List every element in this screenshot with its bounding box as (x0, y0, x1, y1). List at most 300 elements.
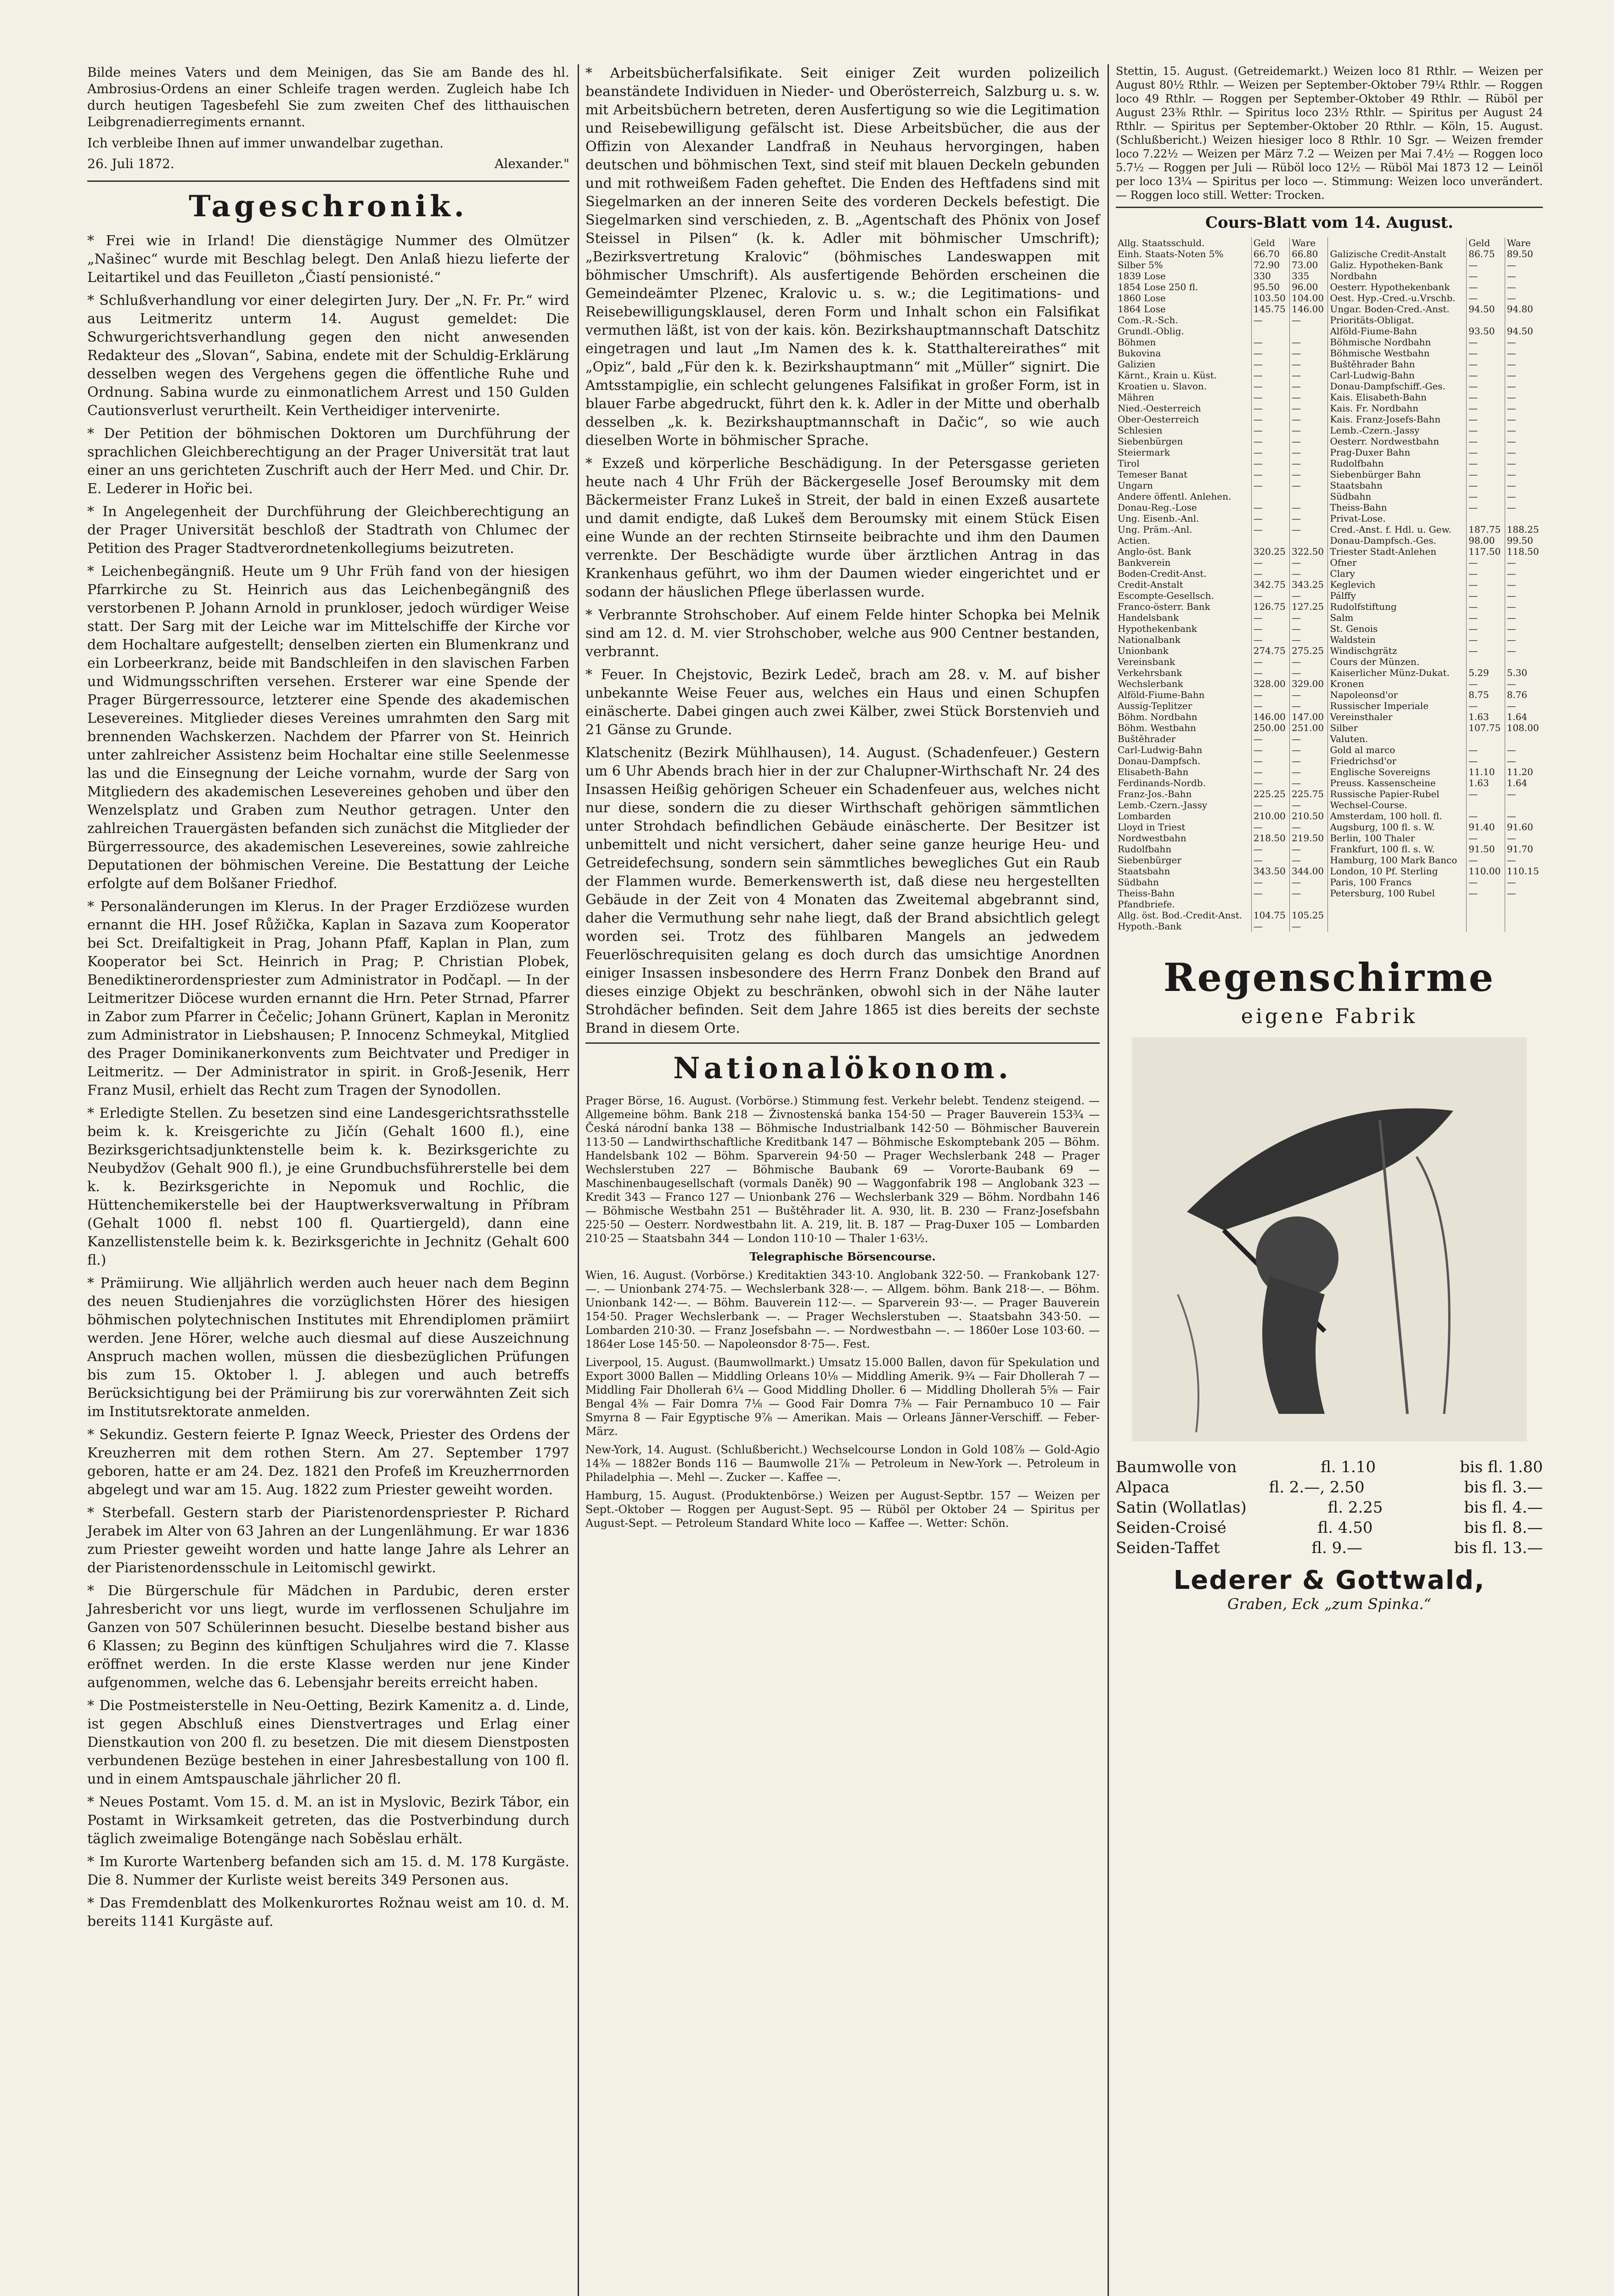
rates-cell: Franz-Jos.-Bahn (1118, 788, 1192, 799)
rates-cell: Steiermark (1118, 447, 1170, 458)
rates-cell: 96.00 (1290, 281, 1328, 293)
rates-cell: — (1251, 315, 1289, 326)
rates-cell: 108.00 (1505, 722, 1543, 733)
price-list (1116, 1457, 1543, 1558)
firm-name: Lederer & Gottwald, (1173, 1565, 1485, 1595)
news-item: * Frei wie in Irland! Die dienstägige Nummer des Olmützer „Našinec“ wurde mit Beschlag belegt. Den Anlaß hiezu lieferte der Leitartikel und das Feuilleton „Čiastí pensionisté.“ (87, 233, 569, 286)
rates-cell: Wechslerbank (1118, 678, 1183, 689)
rates-cell: 98.00 (1467, 535, 1505, 546)
rates-cell: — (1467, 810, 1505, 822)
rates-cell: — (1251, 656, 1289, 667)
rates-cell: — (1505, 568, 1543, 579)
rates-cell: 73.00 (1290, 259, 1328, 270)
rates-row (1116, 866, 1543, 877)
rates-cell: — (1505, 403, 1543, 414)
rates-row (1116, 755, 1543, 766)
rates-cell: — (1505, 392, 1543, 403)
rates-cell: — (1505, 458, 1543, 469)
rates-cell: — (1467, 381, 1505, 392)
rates-cell: Napoleonsd'or (1328, 689, 1467, 700)
rates-cell: — (1251, 623, 1289, 634)
umbrella-advertisement (1116, 955, 1543, 1613)
rates-cell (1505, 315, 1543, 326)
rates-cell: — (1505, 348, 1543, 359)
news-item: * Der Petition der böhmischen Doktoren um Durchführung der sprachlichen Gleichberechtigung an der Prager Universität trat laut einer an uns gerichteten Zuschrift auch der Herr Med. und Chir. Dr. E. Lederer in Hořic bei. (87, 426, 569, 497)
rates-cell: — (1467, 833, 1505, 844)
rates-cell: — (1251, 337, 1289, 348)
rates-header-cell: Geld (1251, 237, 1289, 248)
rates-cell: Preuss. Kassenscheine (1328, 777, 1467, 788)
rates-cell: 145.75 (1251, 304, 1289, 315)
rates-cell: — (1290, 568, 1328, 579)
rates-cell: — (1251, 557, 1289, 568)
rates-cell: Nationalbank (1118, 634, 1181, 645)
rates-cell: — (1290, 447, 1328, 458)
rates-cell: — (1505, 634, 1543, 645)
rates-cell: — (1467, 414, 1505, 425)
rates-cell: 94.80 (1505, 304, 1543, 315)
rates-cell: — (1505, 502, 1543, 513)
rates-cell: Gold al marco (1328, 744, 1467, 755)
rates-cell: Credit-Anstalt (1118, 579, 1183, 590)
rates-cell (1467, 899, 1505, 910)
rates-cell: Windischgrätz (1328, 645, 1467, 656)
price-row: Alpaca fl. 2.—, 2.50 bis fl. 3.— (1116, 1478, 1543, 1497)
rates-cell: — (1505, 833, 1543, 844)
rates-cell: — (1290, 513, 1328, 524)
rates-cell: Andere öffentl. Anlehen. (1118, 491, 1232, 502)
rates-cell: — (1290, 755, 1328, 766)
intro-closing: Ich verbleibe Ihnen auf immer unwandelbar zugethan. (87, 135, 444, 151)
market-report: Wien, 16. August. (Vorbörse.) Kreditaktien 343·10. Anglobank 322·50. — Frankobank 127·—. — Unionbank 274·75. — Wechslerbank 328·—. — Allgem. böhm. Bank 218·—. — Böhm. Unionbank 142·—. — Böhm. Bauverein 112·—. — Sparverein 93·—. — Prager Bauverein 154·50. Prager Wechslerbank —. — Prager Wechslerstuben —. Staatsbahn 343·50. — Lombarden 210·30. — Franz Josefsbahn —. — Nordwestbahn —. — 1860er Lose 103·60. — 1864er Lose 145·50. — Napoleonsdor 8·75—. Fest. (585, 1269, 1100, 1351)
rates-cell: Paris, 100 Francs (1328, 877, 1467, 888)
rates-cell: 5.30 (1505, 667, 1543, 678)
price-row: Satin (Wollatlas) fl. 2.25 bis fl. 4.— (1116, 1498, 1543, 1517)
rates-cell: 342.75 (1251, 579, 1289, 590)
market-report: Hamburg, 15. August. (Produktenbörse.) Weizen per August-Septbr. 157 — Weizen per Sept.-Oktober — Roggen per August-Sept. 95 — Rüböl per Oktober 24 — Spiritus per August-Sept. — Petroleum Standard White loco — Kaffee —. Wetter: Schön. (585, 1489, 1100, 1530)
rates-row (1116, 623, 1543, 634)
rates-cell: Lemb.-Czern.-Jassy (1328, 425, 1467, 436)
rates-cell: Tirol (1118, 458, 1140, 469)
rates-cell: — (1467, 755, 1505, 766)
rates-cell: 1854 Lose 250 fl. (1118, 281, 1198, 293)
news-item: * Die Bürgerschule für Mädchen in Pardubic, deren erster Jahresbericht vor uns liegt, wurde im verflossenen Schuljahre im Ganzen von 507 Schülerinnen besucht. Dieselbe bestand bisher aus 6 Klassen; zu Beginn des künftigen Schuljahres wird die 7. Klasse eröffnet werden. In die erste Klasse werden nur jene Kinder aufgenommen, welche das 6. Lebensjahr bereits erreicht haben. (87, 1583, 569, 1691)
rates-row (1116, 425, 1543, 436)
rates-cell: Buštěhrader (1118, 733, 1176, 744)
rates-cell: Rudolfbahn (1328, 458, 1467, 469)
rates-row (1116, 855, 1543, 866)
rates-cell: 225.25 (1251, 788, 1289, 799)
rates-cell: Oest. Hyp.-Cred.-u.Vrschb. (1328, 293, 1467, 304)
rates-cell: — (1290, 425, 1328, 436)
news-item: * Das Fremdenblatt des Molkenkurortes Rožnau weist am 10. d. M. bereits 1141 Kurgäste auf. (87, 1895, 569, 1930)
rates-header-row (1116, 237, 1543, 248)
rates-cell: — (1251, 777, 1289, 788)
rates-cell: Cours der Münzen. (1328, 656, 1467, 667)
rates-cell: — (1467, 568, 1505, 579)
price-row: Seiden-Taffet fl. 9.— bis fl. 13.— (1116, 1539, 1543, 1557)
rates-cell: — (1290, 888, 1328, 899)
rates-cell: Wechsel-Course. (1328, 799, 1467, 810)
rates-cell: — (1290, 315, 1328, 326)
firm-address: Graben, Eck „zum Spinka.“ (1227, 1595, 1431, 1613)
market-report: Liverpool, 15. August. (Baumwollmarkt.) Umsatz 15.000 Ballen, davon für Spekulation und Export 3000 Ballen — Middling Orleans 10⅛ — Middling Amerik. 9¾ — Fair Dhollerah 7 — Middling Fair Dhollerah 6¼ — Good Middling Dholler. 6 — Middling Dhollerah 5⅝ — Fair Bengal 4⅜ — Fair Domra 7⅛ — Good Fair Domra 7⅜ — Fair Pernambuco 10 — Fair Smyrna 8 — Fair Egyptische 9⅞ — Amerikan. Mais — Orleans Jänner-Verschiff. — Feber-März. (585, 1356, 1100, 1438)
rates-cell: Triester Stadt-Anlehen (1328, 546, 1467, 557)
rates-cell: 118.50 (1505, 546, 1543, 557)
rates-cell: Friedrichsd'or (1328, 755, 1467, 766)
rates-cell: Petersburg, 100 Rubel (1328, 888, 1467, 899)
rates-row (1116, 557, 1543, 568)
rates-cell (1467, 799, 1505, 810)
rates-cell: — (1251, 568, 1289, 579)
news-item: * Neues Postamt. Vom 15. d. M. an ist in Myslovic, Bezirk Tábor, ein Postamt in Wirksamkeit getreten, das die Postverbindung durch täglich zweimalige Botengänge nach Soběslau erhält. (87, 1794, 569, 1847)
rates-cell: — (1467, 281, 1505, 293)
rates-cell: Ober-Oesterreich (1118, 414, 1199, 425)
rates-cell: Bukovina (1118, 348, 1161, 359)
rates-row (1116, 359, 1543, 370)
rates-cell: — (1251, 502, 1289, 513)
rates-cell: 117.50 (1467, 546, 1505, 557)
rates-cell: — (1251, 348, 1289, 359)
rates-cell: Buštěhrader Bahn (1328, 359, 1467, 370)
rates-cell: 1.64 (1505, 777, 1543, 788)
rates-cell: — (1251, 667, 1289, 678)
rates-cell: Siebenbürgen (1118, 436, 1183, 447)
rates-row (1116, 270, 1543, 281)
rates-cell: Russische Papier-Rubel (1328, 788, 1467, 799)
rates-cell: — (1505, 855, 1543, 866)
rates-cell: 110.15 (1505, 866, 1543, 877)
rates-cell: Englische Sovereigns (1328, 766, 1467, 777)
rates-cell: — (1505, 381, 1543, 392)
rates-row (1116, 822, 1543, 833)
rates-cell: Bankverein (1118, 557, 1171, 568)
rates-header-cell: Allg. Staatsschuld. (1118, 237, 1205, 248)
divider (585, 1042, 1100, 1044)
rates-cell: Kronen (1328, 678, 1467, 689)
rates-cell: Galizische Credit-Anstalt (1328, 248, 1467, 259)
rates-cell: — (1251, 370, 1289, 381)
rates-cell: 91.60 (1505, 822, 1543, 833)
rates-cell: — (1290, 667, 1328, 678)
rates-cell: — (1467, 579, 1505, 590)
rates-row (1116, 259, 1543, 270)
rates-cell: Cred.-Anst. f. Hdl. u. Gew. (1328, 524, 1467, 535)
rates-cell: — (1467, 590, 1505, 601)
rates-cell: 89.50 (1505, 248, 1543, 259)
rates-cell: — (1290, 877, 1328, 888)
rates-cell: St. Genois (1328, 623, 1467, 634)
rates-cell: — (1505, 788, 1543, 799)
rates-cell: — (1290, 822, 1328, 833)
rates-cell: Silber 5% (1118, 259, 1163, 270)
rates-cell: Südbahn (1328, 491, 1467, 502)
rates-cell: — (1467, 601, 1505, 612)
rates-cell: — (1290, 590, 1328, 601)
rates-cell (1505, 921, 1543, 932)
column-1 (87, 64, 569, 1936)
rates-cell: — (1505, 623, 1543, 634)
section-title-tageschronik: Tageschronik. (189, 189, 468, 224)
rates-cell: 1.63 (1467, 777, 1505, 788)
rates-cell: Berlin, 100 Thaler (1328, 833, 1467, 844)
rates-cell: — (1505, 270, 1543, 281)
rates-cell: Alföld-Fiume-Bahn (1328, 326, 1467, 337)
rates-cell: Prag-Duxer Bahn (1328, 447, 1467, 458)
news-item: * Personaländerungen im Klerus. In der Prager Erzdiözese wurden ernannt die HH. Josef Růžička, Kaplan in Sazava zum Kooperator bei Sct. Dreifaltigkeit in Prag, Johann Pfaff, Kaplan in Plan, zum Kooperator bei Sct. Heinrich in Prag; P. Christian Plobek, Benediktinerordenspriester zum Administrator in Podčapl. — In der Leitmeritzer Diöcese wurden ernannt die Hrn. Peter Strnad, Pfarrer in Zabor zum Pfarrer in Čečelic; Johann Grünert, Kaplan in Meronitz zum Administrator in Liebshausen; P. Innocenz Schmeykal, Mitglied des Prager Dominikanerkonvents zum Beichtvater und Prediger in Leitmeritz. — Der Administrator in spirit. in Groß-Jesenik, Herr Franz Musil, erhielt das Recht zum Tragen der Synodollen. (87, 899, 569, 1098)
rates-cell: — (1505, 579, 1543, 590)
rates-cell: Ofner (1328, 557, 1467, 568)
rates-cell: — (1251, 612, 1289, 623)
rates-cell: Prioritäts-Obligat. (1328, 315, 1467, 326)
rates-cell: 322.50 (1290, 546, 1328, 557)
rates-row (1116, 766, 1543, 777)
rates-cell: — (1251, 414, 1289, 425)
rates-cell: Kaiserlicher Münz-Dukat. (1328, 667, 1467, 678)
rates-cell: — (1505, 678, 1543, 689)
rates-row (1116, 733, 1543, 744)
rates-cell: Vereinsthaler (1328, 711, 1467, 722)
rates-cell: — (1467, 557, 1505, 568)
rates-row (1116, 777, 1543, 788)
rates-cell (1467, 656, 1505, 667)
rates-cell (1505, 656, 1543, 667)
rates-row (1116, 700, 1543, 711)
rates-cell: 72.90 (1251, 259, 1289, 270)
rates-cell: — (1467, 259, 1505, 270)
rates-cell: 91.50 (1467, 844, 1505, 855)
rates-cell: — (1251, 524, 1289, 535)
rates-cell: Grundl.-Oblig. (1118, 326, 1184, 337)
rates-cell: 91.70 (1505, 844, 1543, 855)
rates-cell: Theiss-Bahn (1328, 502, 1467, 513)
rates-cell: — (1467, 370, 1505, 381)
rates-cell: — (1505, 370, 1543, 381)
rates-cell: — (1251, 877, 1289, 888)
rates-cell: 329.00 (1290, 678, 1328, 689)
market-report: New-York, 14. August. (Schlußbericht.) Wechselcourse London in Gold 108⅞ — Gold-Agio 14⅜ — 1882er Bonds 116 — Baumwolle 21⅞ — Petroleum in New-York —. Petroleum in Philadelphia —. Mehl —. Zucker —. Kaffee —. (585, 1443, 1100, 1484)
rates-cell: — (1290, 436, 1328, 447)
market-subheading: Telegraphische Börsencourse. (749, 1250, 936, 1263)
rates-cell (1505, 513, 1543, 524)
rates-cell: 1864 Lose (1118, 304, 1166, 315)
rates-cell: 335 (1290, 270, 1328, 281)
rates-cell: Pfandbriefe. (1118, 899, 1175, 910)
rates-row (1116, 601, 1543, 612)
rates-cell: Siebenbürger (1118, 855, 1181, 866)
rates-cell: — (1467, 293, 1505, 304)
rates-header-cell: Ware (1505, 237, 1543, 248)
rates-cell: 330 (1251, 270, 1289, 281)
rates-cell: — (1290, 799, 1328, 810)
rates-cell: 91.40 (1467, 822, 1505, 833)
rates-cell: 219.50 (1290, 833, 1328, 844)
rates-cell: — (1251, 381, 1289, 392)
rates-header-cell: Geld (1467, 237, 1505, 248)
rates-cell: 66.80 (1290, 248, 1328, 259)
rates-cell: 344.00 (1290, 866, 1328, 877)
rates-cell: — (1467, 634, 1505, 645)
rates-cell (1251, 326, 1289, 337)
rates-row (1116, 381, 1543, 392)
rates-cell: 320.25 (1251, 546, 1289, 557)
rates-cell: — (1251, 855, 1289, 866)
rates-cell: 86.75 (1467, 248, 1505, 259)
market-report: Prager Börse, 16. August. (Vorbörse.) Stimmung fest. Verkehr belebt. Tendenz steigend. — Allgemeine böhm. Bank 218 — Živnostenská banka 154·50 — Prager Bauverein 153¾ — Česká národní banka 138 — Böhmische Industrialbank 142·50 — Böhmischer Bauverein 113·50 — Landwirthschaftliche Kreditbank 147 — Böhmische Eskomptebank 205 — Böhm. Handelsbank 102 — Böhm. Sparverein 94·50 — Prager Wechslerbank 248 — Prager Wechslerstuben 227 — Böhmische Baubank 69 — Vororte-Baubank 69 — Maschinenbaugesellschaft (vormals Daněk) 90 — Waggonfabrik 198 — Anglobank 323 — Kredit 343 — Franco 127 — Unionbank 276 — Wechslerbank 329 — Böhm. Nordbahn 146 — Böhmische Westbahn 251 — Buštěhrader lit. A. 930, lit. B. 230 — Franz-Josefsbahn 225·50 — Oesterr. Nordwestbahn lit. A. 219, lit. B. 187 — Prag-Duxer 105 — Lombarden 210·25 — Staatsbahn 344 — London 110·10 — Thaler 1·63½. (585, 1094, 1100, 1245)
news-item: * Sterbefall. Gestern starb der Piaristenordenspriester P. Richard Jerabek im Alter von 63 Jahren an der Lungenlähmung. Er war 1836 zum Priester geweiht worden und hatte lange Jahre als Lehrer an der Piaristenordensschule in Leitomischl gewirkt. (87, 1505, 569, 1576)
rates-cell: — (1251, 844, 1289, 855)
rates-cell: — (1251, 480, 1289, 491)
rates-cell: 343.50 (1251, 866, 1289, 877)
rates-cell (1290, 899, 1328, 910)
rates-row (1116, 612, 1543, 623)
rates-cell: 104.75 (1251, 910, 1289, 921)
rates-cell: 225.75 (1290, 788, 1328, 799)
news-item: Klatschenitz (Bezirk Mühlhausen), 14. August. (Schadenfeuer.) Gestern um 6 Uhr Abends brach hier in der zur Chalupner-Wirthschaft Nr. 24 des Insassen Heißig gehörigen Scheuer ein Schadenfeuer aus, welches nicht nur diese, sondern die zu dieser Wirthschaft gehörigen sämmtlichen unter Strohdach befindlichen Gebäude einäscherte. Der Besitzer ist unbemittelt und nicht versichert, daher seine ganze heurige Heu- und Getreidefechsung, sondern sein sämmtliches bewegliches Gut ein Raub der Flammen wurde. Bemerkenswerth ist, daß diese neu hergestellten Gebäude in der Zeit von 4 Monaten das Zweitemal abgebrannt sind, daher die Vermuthung sehr nahe liegt, daß der Brand absichtlich gelegt worden sei. Trotz des fühlbaren Mangels an jedwedem Feuerlöschrequisiten gelang es doch durch das umsichtige Anordnen einiger Insassen insbesondere des Herrn Franz Donbek den Brand auf dieses einzige Objekt zu beschränken, obwohl sich in der Nähe lauter Strohdächer befinden. Seit dem Jahre 1865 ist dies bereits der sechste Brand in diesem Orte. (585, 745, 1100, 1036)
rates-cell (1505, 910, 1543, 921)
rates-cell: 250.00 (1251, 722, 1289, 733)
rates-cell: Augsburg, 100 fl. s. W. (1328, 822, 1467, 833)
rates-cell: — (1505, 359, 1543, 370)
rates-cell: 146.00 (1290, 304, 1328, 315)
rates-cell: Keglevich (1328, 579, 1467, 590)
rates-cell: — (1290, 855, 1328, 866)
rates-cell: Hamburg, 100 Mark Banco (1328, 855, 1467, 866)
rates-row (1116, 304, 1543, 315)
rates-cell: — (1467, 623, 1505, 634)
rates-cell: Schlesien (1118, 425, 1163, 436)
rates-cell: — (1290, 777, 1328, 788)
rates-cell: — (1251, 888, 1289, 899)
rates-cell (1467, 513, 1505, 524)
ad-subtitle: eigene Fabrik (1241, 1005, 1418, 1028)
rates-cell: Kroatien u. Slavon. (1118, 381, 1207, 392)
column-rule (578, 64, 579, 2296)
signature-line (87, 156, 569, 171)
rates-row (1116, 348, 1543, 359)
rates-row (1116, 656, 1543, 667)
rates-row (1116, 888, 1543, 899)
price-row: Seiden-Croisé fl. 4.50 bis fl. 8.— (1116, 1519, 1543, 1537)
rates-cell: Galiz. Hypotheken-Bank (1328, 259, 1467, 270)
rates-cell: — (1290, 733, 1328, 744)
rates-cell: Carl-Ludwig-Bahn (1328, 370, 1467, 381)
rates-cell: — (1290, 414, 1328, 425)
rates-cell: — (1290, 458, 1328, 469)
rates-cell: Unionbank (1118, 645, 1169, 656)
rates-cell: Nordbahn (1328, 270, 1467, 281)
rates-cell: 11.20 (1505, 766, 1543, 777)
rates-cell: — (1505, 810, 1543, 822)
rates-cell: Nied.-Oesterreich (1118, 403, 1201, 414)
rates-cell: Böhmische Westbahn (1328, 348, 1467, 359)
rates-row (1116, 281, 1543, 293)
rates-row (1116, 513, 1543, 524)
rates-cell: — (1505, 447, 1543, 458)
rates-cell: — (1251, 513, 1289, 524)
news-item: * Erledigte Stellen. Zu besetzen sind eine Landesgerichtsrathsstelle beim k. k. Kreisgerichte zu Jičín (Gehalt 1600 fl.), eine Bezirksgerichtsadjunktenstelle beim k. k. Bezirksgerichte zu Neubydžov (Gehalt 900 fl.), je eine Grundbuchsführerstelle bei dem k. k. Bezirksgerichte in Nepomuk und Rochlic, die Hüttenchemikerstelle bei der Hauptwerksverwaltung in Příbram (Gehalt 1000 fl. nebst 100 fl. Quartiergeld), dann eine Kanzellistenstelle beim k. k. Bezirksgerichte in Jechnitz (Gehalt 600 fl.) (87, 1105, 569, 1268)
rates-cell: 147.00 (1290, 711, 1328, 722)
rates-cell: — (1290, 502, 1328, 513)
rates-row (1116, 833, 1543, 844)
rates-row (1116, 403, 1543, 414)
rates-row (1116, 248, 1543, 259)
column-2 (585, 64, 1100, 1535)
news-item: * Arbeitsbücherfalsifikate. Seit einiger Zeit wurden polizeilich beanständete Individuen in Nieder- und Oberösterreich, Salzburg u. s. w. mit Arbeitsbüchern betreten, deren Ausfertigung so wie die Legitimation und Reisebewilligung gefälscht ist. Diese Arbeitsbücher, die aus der Offizin von Alexander Landfraß in Neuhaus hervorgingen, haben deutschen und böhmischen Text, sind steif mit blauen Deckeln gebunden und mit rothweißem Faden geheftet. Die Enden des Heftfadens sind mit Siegelmarken an der inneren Seite des vorderen Deckels befestigt. Die Siegelmarken sind verschieden, z. B. „Agentschaft des Phönix von Josef Steissel in Pilsen“ (k. k. Adler mit böhmischer Umschrift); „Bezirksvertretung Kralovic“ (böhmisches Landeswappen mit böhmischer Umschrift). Als ausfertigende Behörden erscheinen die Gemeindeämter Plzenec, Kralovic u. s. w.; die Legitimations- und Reisebewilligungsklausel, deren Form und Inhalt schon ein Falsifikat vermuthen läßt, ist von der kais. kön. Bezirkshauptmannschaft Datschitz eingetragen und laut „Im Namen des k. k. Statthaltereirathes“ mit „Opiz“, bald „Für den k. k. Bezirkshauptmann“ mit „Müller“ signirt. Die Amtsstampiglie, ein schlecht gelungenes Falsifikat in großer Form, ist in blauer Farbe abgedruckt, führt den k. k. Adler in der Mitte und oberhalb desselben „k. k. Bezirkshauptmannschaft in Dačic“, so wie auch dieselben Worte in böhmischer Sprache. (585, 65, 1100, 449)
rates-cell: — (1467, 788, 1505, 799)
rates-cell (1290, 326, 1328, 337)
rates-row (1116, 447, 1543, 458)
rates-cell: — (1467, 425, 1505, 436)
rates-row (1116, 535, 1543, 546)
rates-row (1116, 414, 1543, 425)
rates-row (1116, 568, 1543, 579)
rates-cell: — (1467, 337, 1505, 348)
rates-cell: — (1251, 755, 1289, 766)
rates-cell: Hypothekenbank (1118, 623, 1197, 634)
rates-cell: 328.00 (1251, 678, 1289, 689)
rates-cell: Privat-Lose. (1328, 513, 1467, 524)
rates-row (1116, 844, 1543, 855)
rates-cell: — (1505, 877, 1543, 888)
rates-cell: — (1467, 855, 1505, 866)
cours-blatt-title: Cours-Blatt vom 14. August. (1205, 214, 1454, 232)
rates-cell: — (1251, 744, 1289, 755)
rates-cell (1505, 799, 1543, 810)
news-item: * Im Kurorte Wartenberg befanden sich am 15. d. M. 178 Kurgäste. Die 8. Nummer der Kurliste weist bereits 349 Personen aus. (87, 1854, 569, 1888)
rates-row (1116, 436, 1543, 447)
news-item: * Prämiirung. Wie alljährlich werden auch heuer nach dem Beginn des neuen Studienjahres die vorzüglichsten Hörer des hiesigen böhmischen polytechnischen Institutes mit Ehrendiplomen prämiirt werden. Jene Hörer, welche auch diesmal auf diese Auszeichnung Anspruch machen wollen, müssen die diesbezüglichen Prüfungen bis zum 15. Oktober l. J. ablegen und auch betreffs Berücksichtigung bei der Prämiirung bis zur vorerwähnten Zeit sich im Institutsrektorate anmelden. (87, 1275, 569, 1420)
rates-cell: — (1290, 392, 1328, 403)
rates-cell: — (1251, 359, 1289, 370)
rates-cell: 127.25 (1290, 601, 1328, 612)
rates-cell: — (1467, 392, 1505, 403)
rates-cell: Lemb.-Czern.-Jassy (1118, 799, 1207, 810)
rates-cell: — (1467, 469, 1505, 480)
rates-cell: — (1251, 590, 1289, 601)
rates-cell: — (1251, 458, 1289, 469)
rates-cell: — (1467, 700, 1505, 711)
rates-cell: — (1467, 359, 1505, 370)
rates-cell: — (1290, 557, 1328, 568)
rates-row (1116, 799, 1543, 810)
rates-cell: — (1467, 502, 1505, 513)
rates-cell: Actien. (1118, 535, 1151, 546)
price-row: Baumwolle von fl. 1.10 bis fl. 1.80 (1116, 1458, 1543, 1476)
rates-cell (1251, 491, 1289, 502)
rates-cell: Hypoth.-Bank (1118, 921, 1182, 932)
rates-cell: — (1290, 766, 1328, 777)
rates-row (1116, 744, 1543, 755)
rates-row (1116, 370, 1543, 381)
rates-cell: Alföld-Fiume-Bahn (1118, 689, 1205, 700)
rates-cell: — (1505, 645, 1543, 656)
rates-row (1116, 491, 1543, 502)
rates-row (1116, 590, 1543, 601)
rates-cell: Oesterr. Nordwestbahn (1328, 436, 1467, 447)
rates-cell: — (1505, 612, 1543, 623)
rates-row (1116, 524, 1543, 535)
news-item: * Exzeß und körperliche Beschädigung. In der Petersgasse gerieten heute nach 4 Uhr Früh der Bäckergeselle Josef Beroumsky mit dem Bäckermeister Franz Lukeš in Streit, der bald in einen Exzeß ausartete und damit endigte, daß Lukeš dem Beroumsky mit einem Stück Eisen eine Wunde an der rechten Stirnseite beibrachte und ihm den Daumen verrenkte. Der Beschädigte wurde über ärztlichen Antrag in das Krankenhaus geführt, wo ihm der Daumen wieder eingerichtet und er sodann der häuslichen Pflege überlassen wurde. (585, 456, 1100, 600)
rates-cell: — (1467, 270, 1505, 281)
rates-cell: — (1467, 612, 1505, 623)
rates-cell: Lloyd in Triest (1118, 822, 1186, 833)
rates-cell: Galizien (1118, 359, 1156, 370)
rates-cell: — (1467, 458, 1505, 469)
intro-paragraph: Bilde meines Vaters und dem Meinigen, das Sie am Bande des hl. Ambrosius-Ordens an einer Schleife tragen werden. Zugleich habe Ich durch heutigen Tagesbefehl Sie zum zweiten Chef des litthauischen Leibgrenadierregiments ernannt. (87, 65, 569, 129)
umbrella-illustration (1132, 1037, 1527, 1441)
rates-row (1116, 392, 1543, 403)
